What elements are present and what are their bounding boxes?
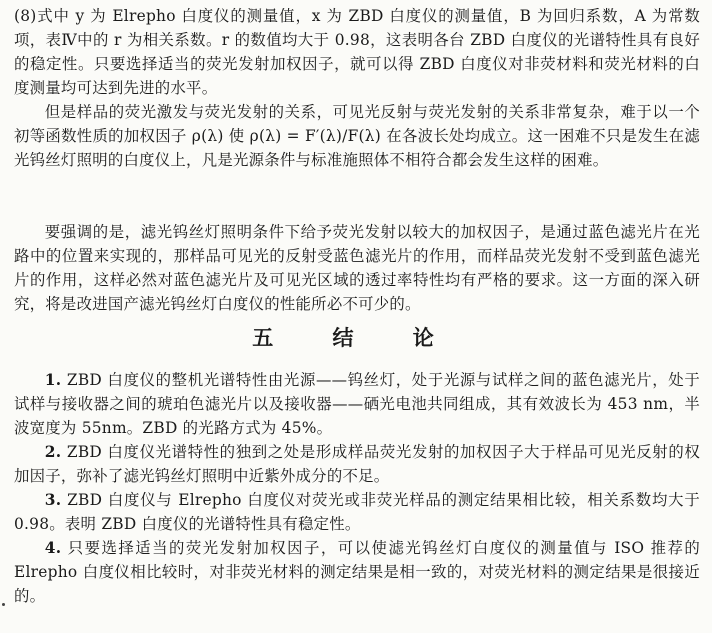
conclusion-text: ZBD 白度仪与 Elrepho 白度仪对荧光或非荧光样品的测定结果相比较，相关系数均大于 0.98。表明 ZBD 白度仪的光谱特性具有稳定性。	[14, 491, 700, 534]
section-heading-conclusions: 五 结 论	[252, 325, 460, 350]
paragraph-blue-filter: 要强调的是，滤光钨丝灯照明条件下给予荧光发射以较大的加权因子，是通过蓝色滤光片在光路中的位置来实现的，那样品可见光的反射受蓝色滤光片的作用，而样品荧光发射不受到蓝色滤光片的作用，这样必然对蓝色滤光片及可见光区域的透过率特性均有严格的要求。这一方面的深入研究，将是改进国产滤光钨丝灯白度仪的性能所必不可少的。	[14, 223, 700, 314]
conclusion-item-1	[14, 368, 700, 440]
conclusion-text: 只要选择适当的荧光发射加权因子，可以使滤光钨丝灯白度仪的测量值与 ISO 推荐的 Elrepho 白度仪相比较时，对非荧光材料的测定结果是相一致的，对荧光材料的测定结果是很接近的。	[14, 539, 700, 606]
scan-speck	[2, 603, 5, 606]
conclusion-item-4	[14, 536, 700, 608]
conclusion-text: ZBD 白度仪光谱特性的独到之处是形成样品荧光发射的加权因子大于样品可见光反射的权加因子，弥补了滤光钨丝灯照明中近紫外成分的不足。	[14, 443, 700, 486]
paragraph-fluorescence-relation: 但是样品的荧光激发与荧光发射的关系，可见光反射与荧光发射的关系非常复杂，难于以一个初等函数性质的加权因子 ρ(λ) 使 ρ(λ) = F′(λ)/F(λ) 在各波长处均成立。这一困难不只是发生在滤光钨丝灯照明的白度仪上，凡是光源条件与标准施照体不相符合都会发生这样的困难。	[14, 103, 700, 170]
paragraph-regression-results: (8)式中 y 为 Elrepho 白度仪的测量值，x 为 ZBD 白度仪的测量值，B 为回归系数，A 为常数项，表Ⅳ中的 r 为相关系数。r 的数值均大于 0.98，这表明各台 ZBD 白度仪的光谱特性具有良好的稳定性。只要选择适当的荧光发射加权因子，就可以得 ZBD 白度仪对非荧材料和荧光材料的白度测量均可达到先进的水平。	[14, 7, 700, 98]
conclusion-text: ZBD 白度仪的整机光谱特性由光源——钨丝灯，处于光源与试样之间的蓝色滤光片，处于试样与接收器之间的琥珀色滤光片以及接收器——硒光电池共同组成，其有效波长为 453 nm，半波宽度为 55nm。ZBD 的光路方式为 45%。	[14, 371, 700, 438]
conclusion-number: 2.	[44, 443, 62, 461]
conclusion-number: 1.	[44, 371, 62, 389]
conclusion-item-3	[14, 488, 700, 536]
conclusion-number: 3.	[44, 491, 62, 509]
conclusion-number: 4.	[44, 539, 62, 557]
conclusion-item-2	[14, 440, 700, 488]
